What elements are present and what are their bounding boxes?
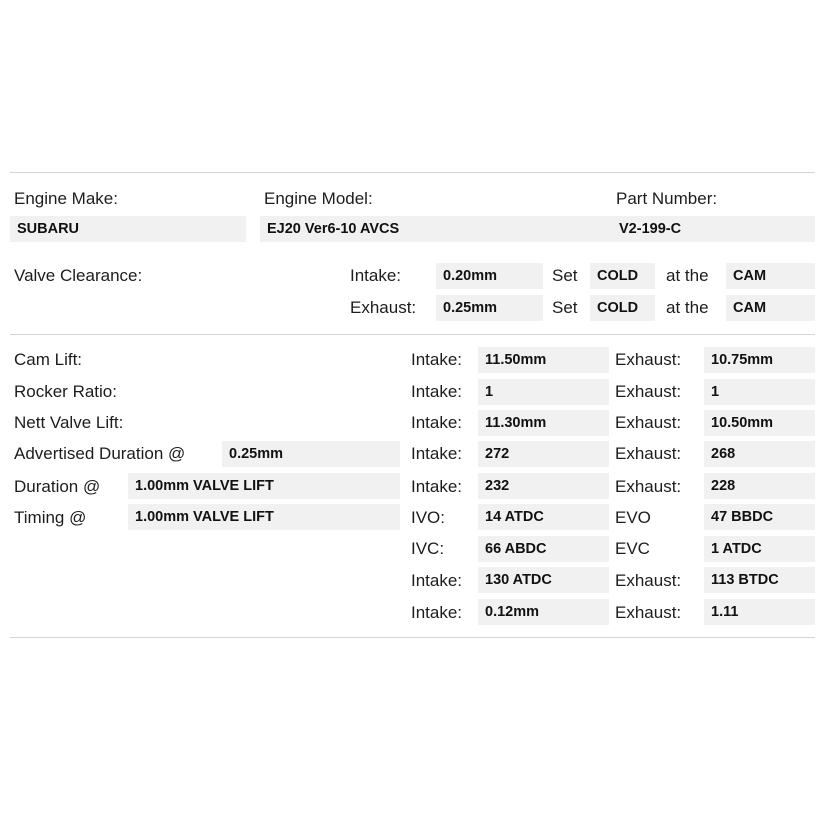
cam-lift-label: Cam Lift:: [14, 350, 83, 369]
valve-clearance-intake-set-value[interactable]: COLD: [590, 263, 655, 289]
rocker-ratio-label: Rocker Ratio:: [14, 382, 117, 401]
cam-lift-exhaust-label: Exhaust:: [615, 350, 682, 369]
part-number-value[interactable]: V2-199-C: [612, 216, 815, 242]
advertised-duration-exhaust-label: Exhaust:: [615, 444, 682, 463]
valve-clearance-exhaust-set-label: Set: [552, 298, 578, 317]
valve-clearance-intake-value[interactable]: 0.20mm: [436, 263, 543, 289]
advertised-duration-label: Advertised Duration @: [14, 444, 186, 463]
duration-exhaust-value[interactable]: 228: [704, 473, 815, 499]
valve-clearance-intake-at-value[interactable]: CAM: [726, 263, 815, 289]
timing-centreline-exhaust-value[interactable]: 113 BTDC: [704, 567, 815, 593]
advertised-duration-exhaust-value[interactable]: 268: [704, 441, 815, 467]
engine-make-value[interactable]: SUBARU: [10, 216, 246, 242]
timing-label: Timing @: [14, 508, 87, 527]
valve-clearance-exhaust-set-value[interactable]: COLD: [590, 295, 655, 321]
valve-clearance-exhaust-value[interactable]: 0.25mm: [436, 295, 543, 321]
valve-clearance-intake-at-label: at the: [666, 266, 709, 285]
cam-lift-exhaust-value[interactable]: 10.75mm: [704, 347, 815, 373]
timing-evc-label: EVC: [615, 539, 650, 558]
rocker-ratio-exhaust-value[interactable]: 1: [704, 379, 815, 405]
valve-clearance-exhaust-at-value[interactable]: CAM: [726, 295, 815, 321]
timing-tdc-lift-exhaust-label: Exhaust:: [615, 603, 682, 622]
valve-clearance-exhaust-label: Exhaust:: [350, 298, 417, 317]
divider-middle: [10, 334, 815, 335]
nett-valve-lift-intake-value[interactable]: 11.30mm: [478, 410, 609, 436]
timing-tdc-lift-intake-value[interactable]: 0.12mm: [478, 599, 609, 625]
duration-intake-label: Intake:: [411, 477, 463, 496]
timing-at-value[interactable]: 1.00mm VALVE LIFT: [128, 504, 400, 530]
cam-lift-intake-value[interactable]: 11.50mm: [478, 347, 609, 373]
valve-clearance-exhaust-at-label: at the: [666, 298, 709, 317]
nett-valve-lift-exhaust-value[interactable]: 10.50mm: [704, 410, 815, 436]
advertised-duration-intake-label: Intake:: [411, 444, 463, 463]
valve-clearance-intake-label: Intake:: [350, 266, 402, 285]
duration-exhaust-label: Exhaust:: [615, 477, 682, 496]
engine-model-value[interactable]: EJ20 Ver6-10 AVCS: [260, 216, 615, 242]
timing-evo-label: EVO: [615, 508, 651, 527]
timing-evo-value[interactable]: 47 BBDC: [704, 504, 815, 530]
nett-valve-lift-exhaust-label: Exhaust:: [615, 413, 682, 432]
timing-centreline-intake-label: Intake:: [411, 571, 463, 590]
engine-make-label: Engine Make:: [14, 189, 118, 208]
rocker-ratio-exhaust-label: Exhaust:: [615, 382, 682, 401]
nett-valve-lift-intake-label: Intake:: [411, 413, 463, 432]
timing-tdc-lift-intake-label: Intake:: [411, 603, 463, 622]
engine-model-label: Engine Model:: [264, 189, 373, 208]
timing-ivo-value[interactable]: 14 ATDC: [478, 504, 609, 530]
timing-tdc-lift-exhaust-value[interactable]: 1.11: [704, 599, 815, 625]
duration-intake-value[interactable]: 232: [478, 473, 609, 499]
timing-centreline-intake-value[interactable]: 130 ATDC: [478, 567, 609, 593]
advertised-duration-intake-value[interactable]: 272: [478, 441, 609, 467]
nett-valve-lift-label: Nett Valve Lift:: [14, 413, 124, 432]
timing-ivo-label: IVO:: [411, 508, 446, 527]
rocker-ratio-intake-label: Intake:: [411, 382, 463, 401]
duration-at-value[interactable]: 1.00mm VALVE LIFT: [128, 473, 400, 499]
divider-top: [10, 172, 815, 173]
valve-clearance-intake-set-label: Set: [552, 266, 578, 285]
timing-centreline-exhaust-label: Exhaust:: [615, 571, 682, 590]
timing-ivc-label: IVC:: [411, 539, 445, 558]
valve-clearance-label: Valve Clearance:: [14, 266, 143, 285]
timing-ivc-value[interactable]: 66 ABDC: [478, 536, 609, 562]
part-number-label: Part Number:: [616, 189, 718, 208]
advertised-duration-at-value[interactable]: 0.25mm: [222, 441, 400, 467]
rocker-ratio-intake-value[interactable]: 1: [478, 379, 609, 405]
duration-label: Duration @: [14, 477, 101, 496]
divider-bottom: [10, 637, 815, 638]
timing-evc-value[interactable]: 1 ATDC: [704, 536, 815, 562]
cam-lift-intake-label: Intake:: [411, 350, 463, 369]
